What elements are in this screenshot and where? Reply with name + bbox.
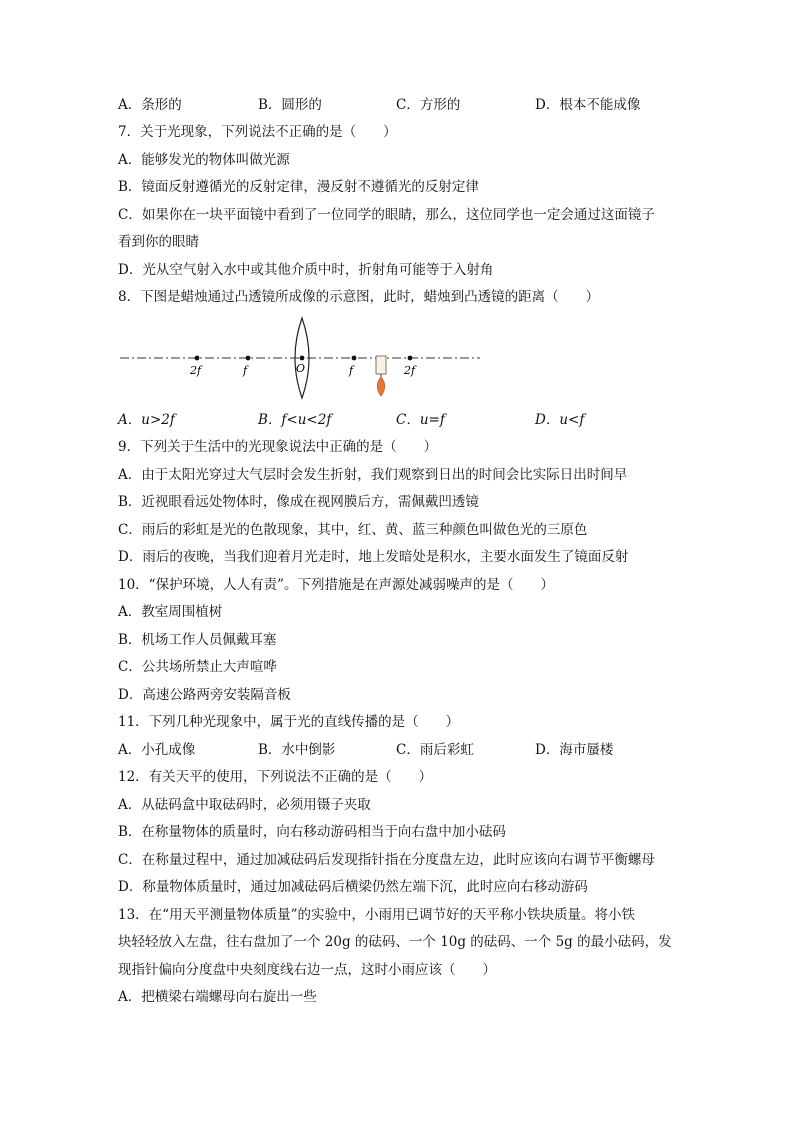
q7-stem: 7．关于光现象，下列说法不正确的是（ ） xyxy=(118,124,397,140)
q7-option-a: A．能够发光的物体叫做光源 xyxy=(118,152,290,168)
q13-option-a: A．把横梁右端螺母向右旋出一些 xyxy=(118,989,317,1005)
q7-option-c: C．如果你在一块平面镜中看到了一位同学的眼睛，那么，这位同学也一定会通过这面镜子 xyxy=(118,207,655,223)
q13-stem: 13．在“用天平测量物体质量”的实验中，小雨用已调节好的天平称小铁块质量。将小铁 xyxy=(118,907,635,923)
q13-stem-cont-1: 块轻轻放入左盘，往右盘加了一个 20g 的砝码、一个 10g 的砝码、一个 5g 的最小砝码，发 xyxy=(118,934,672,950)
q12-option-a: A．从砝码盒中取砝码时，必须用镊子夹取 xyxy=(118,797,371,813)
q6-option-d: D．根本不能成像 xyxy=(535,97,641,113)
q6-option-a: A．条形的 xyxy=(118,97,182,113)
label-right-2f: 2f xyxy=(404,364,416,377)
q6-option-c: C．方形的 xyxy=(396,97,461,113)
q11-option-c: C．雨后彩虹 xyxy=(396,742,474,758)
point-right-f xyxy=(352,356,357,361)
q10-option-a: A．教室周围植树 xyxy=(118,604,223,620)
label-right-f: f xyxy=(349,364,354,377)
q12-stem: 12．有关天平的使用，下列说法不正确的是（ ） xyxy=(118,769,433,785)
q8-option-d: D．u<f xyxy=(535,412,585,428)
q12-option-b: B．在称量物体的质量时，向右移动游码相当于向右盘中加小砝码 xyxy=(118,824,506,840)
q8-option-a: A．u>2f xyxy=(118,412,175,428)
q9-option-c: C．雨后的彩虹是光的色散现象，其中，红、黄、蓝三种颜色叫做色光的三原色 xyxy=(118,522,588,538)
label-left-f: f xyxy=(243,364,248,377)
convex-lens-diagram xyxy=(118,312,484,404)
q9-option-b: B．近视眼看远处物体时，像成在视网膜后方，需佩戴凹透镜 xyxy=(118,494,479,510)
q12-option-d: D．称量物体质量时，通过加减砝码后横梁仍然左端下沉，此时应向右移动游码 xyxy=(118,879,588,895)
candle-image xyxy=(376,356,386,396)
q10-option-d: D．高速公路两旁安装隔音板 xyxy=(118,687,291,703)
q9-option-d: D．雨后的夜晚，当我们迎着月光走时，地上发暗处是积水，主要水面发生了镜面反射 xyxy=(118,549,629,565)
point-center xyxy=(300,356,305,361)
point-left-f xyxy=(246,356,251,361)
q13-stem-cont-2: 现指针偏向分度盘中央刻度线右边一点，这时小雨应该（ ） xyxy=(118,962,496,978)
q9-stem: 9．下列关于生活中的光现象说法中正确的是（ ） xyxy=(118,439,438,455)
q8-option-b: B．f<u<2f xyxy=(258,412,332,428)
q10-option-c: C．公共场所禁止大声喧哗 xyxy=(118,659,277,675)
q12-option-c: C．在称量过程中，通过加减砝码后发现指针指在分度盘左边，此时应该向右调节平衡螺母 xyxy=(118,852,655,868)
q11-option-a: A．小孔成像 xyxy=(118,742,196,758)
q11-stem: 11．下列几种光现象中，属于光的直线传播的是（ ） xyxy=(118,714,460,730)
q8-stem: 8．下图是蜡烛通过凸透镜所成像的示意图，此时，蜡烛到凸透镜的距离（ ） xyxy=(118,289,600,305)
q10-stem: 10．“保护环境，人人有责”。下列措施是在声源处减弱噪声的是（ ） xyxy=(118,577,554,593)
q7-option-d: D．光从空气射入水中或其他介质中时，折射角可能等于入射角 xyxy=(118,262,494,278)
q6-option-b: B．圆形的 xyxy=(258,97,322,113)
q11-option-b: B．水中倒影 xyxy=(258,742,336,758)
q8-option-c: C．u=f xyxy=(396,412,445,428)
label-left-2f: 2f xyxy=(190,364,202,377)
q9-option-a: A．由于太阳光穿过大气层时会发生折射，我们观察到日出的时间会比实际日出时间早 xyxy=(118,467,628,483)
q10-option-b: B．机场工作人员佩戴耳塞 xyxy=(118,632,277,648)
q7-option-c-cont: 看到你的眼睛 xyxy=(118,234,199,250)
point-left-2f xyxy=(195,356,200,361)
point-right-2f xyxy=(408,356,413,361)
q7-option-b: B．镜面反射遵循光的反射定律，漫反射不遵循光的反射定律 xyxy=(118,179,479,195)
label-center-o: O xyxy=(296,362,306,375)
q11-option-d: D．海市蜃楼 xyxy=(535,742,614,758)
